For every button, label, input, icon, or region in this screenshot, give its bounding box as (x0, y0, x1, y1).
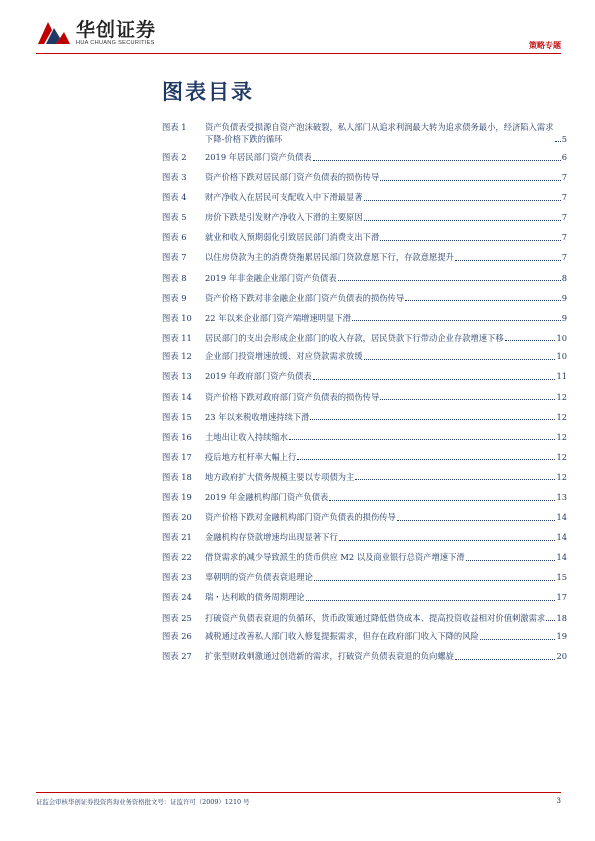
figure-page: 14 (556, 552, 567, 563)
dot-leader (329, 500, 555, 501)
figure-number: 图表 9 (162, 292, 187, 303)
toc-entry[interactable] (162, 432, 567, 444)
toc-entry[interactable] (162, 122, 567, 145)
figure-page: 12 (556, 391, 567, 402)
figure-number: 图表 10 (162, 312, 192, 323)
figure-page: 15 (556, 572, 567, 583)
figure-page: 12 (556, 451, 567, 462)
figure-title: 资产价格下跌对非金融企业部门资产负债表的损伤传导 (205, 292, 405, 303)
figure-table-of-contents (162, 122, 567, 671)
dot-leader (555, 141, 561, 142)
figure-number: 图表 26 (162, 631, 192, 642)
figure-page: 14 (556, 512, 567, 523)
dot-leader (455, 659, 556, 660)
figure-page: 7 (561, 172, 567, 183)
toc-entry[interactable] (162, 631, 567, 643)
figure-title: 疫后地方杠杆率大幅上行 (205, 451, 297, 462)
figure-title: 居民部门的支出会形成企业部门的收入存款，居民贷款下行带动企业存款增速下移 (205, 332, 504, 343)
figure-title: 辜朝明的资产负债表衰退理论 (205, 572, 313, 583)
figure-number: 图表 1 (162, 122, 187, 132)
toc-entry[interactable] (162, 293, 567, 305)
figure-title: 土地出让收入持续缩水 (205, 431, 288, 442)
figure-title: 扩张型财政刺激通过创造新的需求，打破资产负债表衰退的负向螺旋 (205, 651, 454, 662)
dot-leader (380, 240, 560, 241)
figure-number: 图表 20 (162, 512, 192, 523)
dot-leader (364, 220, 561, 221)
figure-title: 瑞・达利欧的债务周期理论 (205, 592, 305, 603)
figure-page: 9 (561, 312, 567, 323)
toc-entry[interactable] (162, 273, 567, 285)
figure-page: 12 (556, 411, 567, 422)
toc-entry[interactable] (162, 192, 567, 204)
toc-entry[interactable] (162, 613, 567, 625)
toc-entry[interactable] (162, 313, 567, 325)
dot-leader (505, 340, 556, 341)
page-footer (36, 797, 561, 806)
figure-page: 12 (556, 471, 567, 482)
dot-leader (310, 419, 555, 420)
toc-entry[interactable] (162, 532, 567, 544)
toc-entry[interactable] (162, 552, 567, 564)
figure-number: 图表 27 (162, 651, 192, 662)
footer-divider (36, 792, 561, 793)
figure-title: 资产价格下跌对政府部门资产负债表的损伤传导 (205, 391, 380, 402)
figure-title: 减税通过改善私人部门收入修复提振需求，但存在政府部门收入下降的风险 (205, 631, 479, 642)
company-name-cn: 华创证券 (76, 19, 157, 41)
figure-number: 图表 25 (162, 612, 192, 623)
figure-title: 打破资产负债表衰退的负循环，货币政策通过降低借贷成本、提高投资收益相对价值刺激需求 (205, 612, 546, 623)
figure-title: 2019 年非金融企业部门资产负债表 (205, 272, 337, 283)
figure-title: 金融机构存贷款增速均出现显著下行 (205, 532, 338, 543)
figure-page: 13 (556, 492, 567, 502)
figure-page: 11 (556, 371, 567, 382)
figure-title: 以住房贷款为主的消费贷拖累居民部门贷款意愿下行，存款意愿提升 (205, 252, 454, 263)
dot-leader (455, 260, 561, 261)
figure-title: 借贷需求的减少导致派生的货币供应 M2 以及商业银行总资产增速下滑 (205, 552, 465, 563)
toc-entry[interactable] (162, 412, 567, 424)
figure-number: 图表 24 (162, 592, 192, 603)
dot-leader (355, 479, 555, 480)
page-number: 3 (556, 797, 561, 805)
figure-title: 就业和收入预期弱化引致居民部门消费支出下滑 (205, 232, 380, 243)
figure-number: 图表 7 (162, 252, 187, 263)
footer-disclaimer: 证监会审核华创证券投资咨询业务资格批文号：证监许可（2009）1210 号 (36, 798, 250, 806)
figure-title: 22 年以来企业部门资产端增速明显下滑 (205, 312, 351, 323)
figure-number: 图表 16 (162, 431, 192, 442)
figure-number: 图表 19 (162, 492, 192, 502)
dot-leader (306, 600, 556, 601)
header-divider (36, 53, 561, 54)
figure-page: 14 (556, 532, 567, 543)
figure-title: 资产价格下跌对金融机构部门资产负债表的损伤传导 (205, 512, 396, 523)
figure-number: 图表 22 (162, 552, 192, 563)
figure-number: 图表 12 (162, 351, 192, 362)
figure-number: 图表 2 (162, 152, 187, 162)
dot-leader (380, 399, 555, 400)
figure-number: 图表 17 (162, 451, 192, 462)
dot-leader (405, 300, 561, 301)
company-logo (36, 20, 156, 46)
figure-title: 财产净收入在居民可支配收入中下滑最显著 (205, 192, 363, 203)
figure-title: 2019 年金融机构部门资产负债表 (205, 492, 329, 502)
figure-number: 图表 21 (162, 532, 192, 543)
toc-entry[interactable] (162, 572, 567, 584)
figure-page: 12 (556, 431, 567, 442)
figure-title: 资产负债表受损源自资产泡沫破裂，私人部门从追求利润最大转为追求债务最小，经济陷入需求下降-价格下跌的循环 (205, 122, 554, 144)
dot-leader (313, 160, 561, 161)
figure-number: 图表 4 (162, 192, 187, 203)
figure-page: 20 (556, 651, 567, 662)
figure-number: 图表 18 (162, 471, 192, 482)
dot-leader (480, 639, 556, 640)
figure-page: 19 (556, 631, 567, 642)
figure-number: 图表 5 (162, 212, 187, 223)
dot-leader (297, 459, 555, 460)
figure-page: 9 (561, 292, 567, 303)
toc-entry[interactable] (162, 651, 567, 663)
figure-number: 图表 3 (162, 172, 187, 183)
figure-number: 图表 15 (162, 411, 192, 422)
dot-leader (352, 320, 561, 321)
toc-entry[interactable] (162, 592, 567, 604)
company-name-en: HUA CHUANG SECURITIES (76, 40, 155, 46)
toc-entry[interactable] (162, 392, 567, 404)
dot-leader (339, 540, 556, 541)
toc-entry[interactable] (162, 351, 567, 363)
figure-page: 17 (556, 592, 567, 603)
toc-entry[interactable] (162, 232, 567, 244)
figure-number: 图表 23 (162, 572, 192, 583)
figure-title: 房价下跌是引发财产净收入下滑的主要原因 (205, 212, 363, 223)
dot-leader (289, 439, 555, 440)
figure-page: 10 (556, 351, 567, 362)
dot-leader (546, 620, 555, 621)
figure-page: 10 (556, 332, 567, 343)
figure-title: 23 年以来税收增速持续下滑 (205, 411, 310, 422)
dot-leader (338, 280, 561, 281)
toc-entry[interactable] (162, 333, 567, 345)
report-type-label: 策略专题 (529, 41, 561, 50)
figure-number: 图表 14 (162, 391, 192, 402)
figure-title: 2019 年政府部门资产负债表 (205, 371, 312, 382)
dot-leader (466, 560, 556, 561)
toc-entry[interactable] (162, 152, 567, 164)
figure-page: 8 (561, 272, 567, 283)
hua-chuang-logo-icon (36, 20, 72, 46)
toc-entry[interactable] (162, 512, 567, 524)
toc-entry[interactable] (162, 371, 567, 383)
figure-title: 资产价格下跌对居民部门资产负债表的损伤传导 (205, 172, 380, 183)
toc-entry[interactable] (162, 252, 567, 264)
figure-number: 图表 6 (162, 232, 187, 243)
toc-entry[interactable] (162, 492, 567, 504)
dot-leader (380, 180, 560, 181)
toc-entry[interactable] (162, 472, 567, 484)
figure-number: 图表 8 (162, 272, 187, 283)
toc-entry[interactable] (162, 452, 567, 464)
page-title: 图表目录 (162, 80, 254, 104)
figure-page: 7 (561, 192, 567, 203)
figure-title: 企业部门投资增速放缓、对应贷款需求放缓 (205, 351, 363, 362)
figure-number: 图表 13 (162, 371, 192, 382)
dot-leader (364, 200, 561, 201)
figure-page: 7 (561, 252, 567, 263)
dot-leader (397, 520, 556, 521)
figure-number: 图表 11 (162, 332, 192, 343)
figure-title: 地方政府扩大债务规模主要以专项债为主 (205, 471, 355, 482)
figure-page: 7 (561, 212, 567, 223)
toc-entry[interactable] (162, 172, 567, 184)
dot-leader (314, 580, 556, 581)
figure-page: 5 (561, 133, 567, 144)
figure-page: 18 (556, 612, 567, 623)
figure-page: 6 (561, 152, 567, 162)
figure-page: 7 (561, 232, 567, 243)
dot-leader (364, 359, 556, 360)
figure-title: 2019 年居民部门资产负债表 (205, 152, 312, 162)
toc-entry[interactable] (162, 212, 567, 224)
dot-leader (313, 379, 556, 380)
